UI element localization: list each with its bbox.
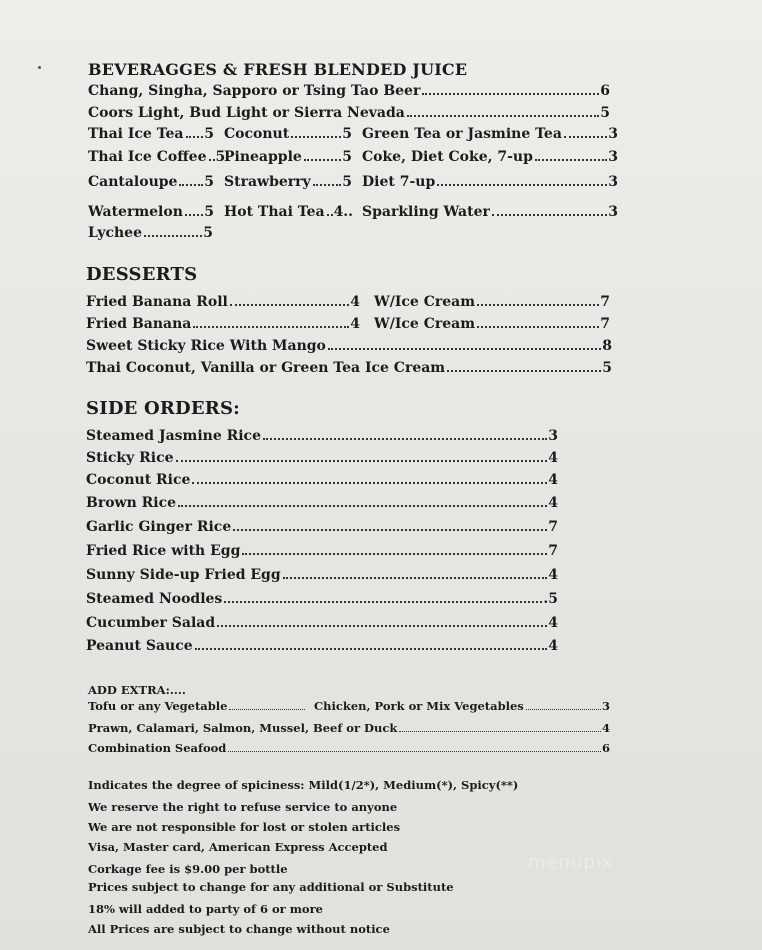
policy-note: Prices subject to change for any additional or Substitute xyxy=(88,880,454,894)
item-price: 3 xyxy=(548,428,558,444)
item-price: 5 xyxy=(204,174,214,190)
sides-row xyxy=(86,587,558,607)
item-price: 4 xyxy=(601,721,610,735)
menu-item xyxy=(362,149,618,165)
sides-row xyxy=(86,491,558,511)
beverages-row xyxy=(88,221,213,241)
item-price: 3 xyxy=(608,174,618,190)
policy-note: 18% will added to party of 6 or more xyxy=(88,902,323,916)
item-price: 5 xyxy=(342,149,352,165)
item-name: Sunny Side-up Fried Egg xyxy=(86,567,281,583)
sides-row xyxy=(86,611,558,631)
menu-item xyxy=(86,316,360,332)
dot-leader xyxy=(195,648,548,650)
dot-leader xyxy=(185,214,203,216)
dot-leader xyxy=(492,214,607,216)
policy-note: We are not responsible for lost or stolen articles xyxy=(88,820,401,834)
dot-leader xyxy=(217,625,547,627)
dot-leader xyxy=(283,577,548,579)
item-price: 3 xyxy=(608,204,618,220)
dot-leader xyxy=(263,438,547,440)
dot-leader xyxy=(209,159,215,161)
item-price: 7 xyxy=(600,294,610,310)
sides-row xyxy=(86,515,558,535)
dot-leader xyxy=(477,326,599,328)
menu-item xyxy=(86,428,558,444)
item-name: Thai Ice Tea xyxy=(88,126,184,142)
dot-leader xyxy=(176,460,548,462)
sides-row xyxy=(86,563,558,583)
item-name: Diet 7-up xyxy=(362,174,436,190)
menu-item xyxy=(86,338,612,354)
item-name: Green Tea or Jasmine Tea xyxy=(362,126,562,142)
item-price: 5 xyxy=(203,225,213,241)
side-orders-heading: SIDE ORDERS: xyxy=(86,398,240,419)
menu-item xyxy=(86,567,558,583)
dot-leader xyxy=(447,370,601,372)
dot-leader xyxy=(407,115,599,117)
policy-note: All Prices are subject to change without notice xyxy=(88,922,390,936)
menu-item xyxy=(88,699,306,713)
menu-item xyxy=(88,204,214,220)
item-price: 3 xyxy=(608,149,618,165)
menu-item xyxy=(224,204,352,220)
menu-item xyxy=(88,721,610,735)
item-name: Thai Ice Coffee xyxy=(88,149,207,165)
item-name: Fried Banana Roll xyxy=(86,294,228,310)
item-name: W/Ice Cream xyxy=(374,316,476,332)
menu-item xyxy=(374,294,610,310)
beverages-row xyxy=(88,145,618,165)
dot-leader xyxy=(526,709,601,710)
item-name: Brown Rice xyxy=(86,495,177,511)
item-name: Coconut Rice xyxy=(86,472,191,488)
menu-item xyxy=(374,316,610,332)
dot-leader xyxy=(179,184,203,186)
menu-item xyxy=(86,591,558,607)
item-price: 4 xyxy=(548,495,558,511)
dot-leader xyxy=(228,751,601,752)
menu-item xyxy=(86,543,558,559)
dot-leader xyxy=(304,159,341,161)
menu-item xyxy=(88,225,213,241)
item-name: Sweet Sticky Rice With Mango xyxy=(86,338,326,354)
sides-row xyxy=(86,539,558,559)
beverages-heading: BEVERAGGES & FRESH BLENDED JUICE xyxy=(88,60,468,79)
extra-row xyxy=(88,719,610,735)
item-name: Coke, Diet Coke, 7-up xyxy=(362,149,533,165)
dot-leader xyxy=(186,136,204,138)
item-price: 3 xyxy=(608,126,618,142)
add-extra-heading: ADD EXTRA:.... xyxy=(88,683,186,697)
dot-leader xyxy=(230,304,349,306)
sides-row xyxy=(86,424,558,444)
item-price: 4 xyxy=(548,638,558,654)
menu-item xyxy=(86,360,612,376)
menu-item xyxy=(86,519,558,535)
menu-item xyxy=(88,83,610,99)
sides-row xyxy=(86,468,558,488)
dot-leader xyxy=(535,159,607,161)
item-name: Peanut Sauce xyxy=(86,638,193,654)
item-name: Tofu or any Vegetable xyxy=(88,699,228,713)
item-name: Watermelon xyxy=(88,204,183,220)
item-price: 4.. xyxy=(333,204,354,220)
menu-item xyxy=(86,450,558,466)
desserts-row xyxy=(86,290,610,310)
desserts-heading: DESSERTS xyxy=(86,264,198,285)
page-speck xyxy=(38,66,41,69)
menu-item xyxy=(88,149,226,165)
item-name: Pineapple xyxy=(224,149,302,165)
item-name: Sticky Rice xyxy=(86,450,174,466)
item-price: 5 xyxy=(602,360,612,376)
beverages-row xyxy=(88,79,610,99)
dot-leader xyxy=(313,184,342,186)
menu-item xyxy=(88,126,214,142)
menu-item xyxy=(224,174,352,190)
item-price: 6 xyxy=(600,83,610,99)
item-name: Sparkling Water xyxy=(362,204,490,220)
dot-leader xyxy=(178,505,547,507)
item-price: 3 xyxy=(601,699,610,713)
item-price: 4 xyxy=(548,615,558,631)
item-price: 4 xyxy=(548,450,558,466)
item-name: W/Ice Cream xyxy=(374,294,476,310)
item-name: Hot Thai Tea xyxy=(224,204,325,220)
dot-leader xyxy=(328,348,601,350)
item-price: .5 xyxy=(543,591,558,607)
item-name: Cantaloupe xyxy=(88,174,178,190)
item-price: 5 xyxy=(600,105,610,121)
desserts-row xyxy=(86,356,612,376)
menu-item xyxy=(224,149,352,165)
policy-note: Indicates the degree of spiciness: Mild(1/2*), Medium(*), Spicy(**) xyxy=(88,778,519,792)
dot-leader xyxy=(422,93,599,95)
item-name: Garlic Ginger Rice xyxy=(86,519,232,535)
dot-leader xyxy=(327,214,333,216)
item-name: Cucumber Salad xyxy=(86,615,216,631)
dot-leader xyxy=(291,136,341,138)
dot-leader xyxy=(477,304,599,306)
item-price: 5 xyxy=(204,204,214,220)
item-price: 8 xyxy=(602,338,612,354)
dot-leader xyxy=(564,136,607,138)
menu-item xyxy=(86,615,558,631)
item-price: 7 xyxy=(600,316,610,332)
dot-leader xyxy=(224,601,542,603)
menu-item xyxy=(86,495,558,511)
item-name: Combination Seafood xyxy=(88,741,227,755)
menu-item xyxy=(314,699,610,713)
menu-item xyxy=(88,105,610,121)
dot-leader xyxy=(437,184,607,186)
item-name: Lychee xyxy=(88,225,142,241)
sides-row xyxy=(86,446,558,466)
dot-leader xyxy=(192,482,547,484)
menu-item xyxy=(362,204,618,220)
item-price: 5 xyxy=(204,126,214,142)
item-name: Fried Rice with Egg xyxy=(86,543,241,559)
item-price: 4 xyxy=(350,316,360,332)
item-name: Coconut xyxy=(224,126,290,142)
beverages-row xyxy=(88,200,618,220)
item-price: 5 xyxy=(215,149,226,165)
menu-item xyxy=(88,741,610,755)
item-name: Prawn, Calamari, Salmon, Mussel, Beef or Duck xyxy=(88,721,398,735)
dot-leader xyxy=(144,235,202,237)
dot-leader xyxy=(193,326,349,328)
item-price: 4 xyxy=(350,294,360,310)
item-name: Fried Banana xyxy=(86,316,192,332)
item-price: 4 xyxy=(548,472,558,488)
beverages-row xyxy=(88,122,618,142)
policy-note: Visa, Master card, American Express Accepted xyxy=(88,840,388,854)
extra-row xyxy=(88,697,610,713)
dot-leader xyxy=(399,731,601,732)
item-name: Coors Light, Bud Light or Sierra Nevada xyxy=(88,105,405,121)
desserts-row xyxy=(86,312,610,332)
menu-item xyxy=(86,472,558,488)
item-name: Strawberry xyxy=(224,174,311,190)
item-name: Chicken, Pork or Mix Vegetables xyxy=(314,699,524,713)
sides-row xyxy=(86,634,558,654)
menu-item xyxy=(224,126,352,142)
item-price: 5 xyxy=(342,174,352,190)
menu-item xyxy=(88,174,214,190)
beverages-row xyxy=(88,170,618,190)
dot-leader xyxy=(242,553,547,555)
beverages-row xyxy=(88,101,610,121)
item-price: 7 xyxy=(548,543,558,559)
menu-item xyxy=(86,638,558,654)
dot-leader xyxy=(229,709,305,710)
item-price: 5 xyxy=(342,126,352,142)
menu-item xyxy=(86,294,360,310)
item-price: 7 xyxy=(548,519,558,535)
item-price: 4 xyxy=(548,567,558,583)
item-price: 6 xyxy=(601,741,610,755)
desserts-row xyxy=(86,334,612,354)
menu-item xyxy=(362,174,618,190)
item-name: Chang, Singha, Sapporo or Tsing Tao Beer xyxy=(88,83,421,99)
watermark: menupix xyxy=(528,852,614,873)
menu-item xyxy=(362,126,618,142)
extra-row xyxy=(88,739,610,755)
item-name: Steamed Jasmine Rice xyxy=(86,428,261,444)
policy-note: Corkage fee is $9.00 per bottle xyxy=(88,862,288,876)
dot-leader xyxy=(233,529,547,531)
policy-note: We reserve the right to refuse service to anyone xyxy=(88,800,398,814)
item-name: Thai Coconut, Vanilla or Green Tea Ice Cream xyxy=(86,360,446,376)
item-name: Steamed Noodles xyxy=(86,591,223,607)
